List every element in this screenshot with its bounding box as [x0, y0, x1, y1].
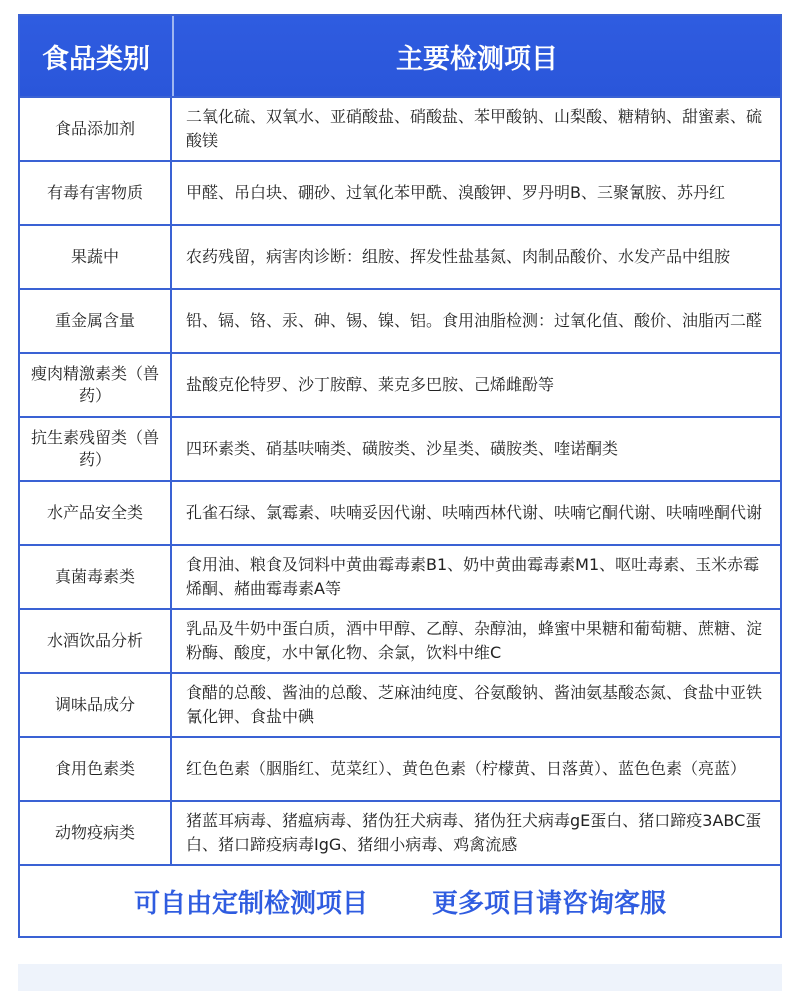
row-items-text: 农药残留，病害肉诊断：组胺、挥发性盐基氮、肉制品酸价、水发产品中组胺: [186, 247, 731, 266]
row-items: [172, 226, 780, 288]
row-items-text: 孔雀石绿、氯霉素、呋喃妥因代谢、呋喃西林代谢、呋喃它酮代谢、呋喃唑酮代谢: [186, 503, 763, 522]
table-row: [20, 480, 780, 544]
row-items: [172, 674, 780, 736]
footer-contact-note: 更多项目请咨询客服: [432, 888, 667, 919]
row-category: 抗生素残留类（兽药）: [20, 418, 172, 480]
table-row: [20, 96, 780, 160]
table-row: [20, 736, 780, 800]
table-footer: [20, 864, 780, 936]
row-items: [172, 738, 780, 800]
row-items-text: 二氧化硫、双氧水、亚硝酸盐、硝酸盐、苯甲酸钠、山梨酸、糖精钠、甜蜜素、硫酸镁: [186, 107, 763, 150]
row-items: [172, 354, 780, 416]
row-items: [172, 418, 780, 480]
row-category: 调味品成分: [20, 674, 172, 736]
row-items: [172, 162, 780, 224]
row-category: 有毒有害物质: [20, 162, 172, 224]
row-items-text: 猪蓝耳病毒、猪瘟病毒、猪伪狂犬病毒、猪伪狂犬病毒gE蛋白、猪口蹄疫3ABC蛋白、猪口蹄疫病毒IgG、猪细小病毒、鸡禽流感: [186, 811, 762, 854]
bottom-background: [18, 964, 782, 991]
row-category: 瘦肉精激素类（兽药）: [20, 354, 172, 416]
table-row: [20, 416, 780, 480]
table-row: [20, 608, 780, 672]
row-category: 重金属含量: [20, 290, 172, 352]
row-items-text: 铅、镉、铬、汞、砷、锡、镍、铝。食用油脂检测：过氧化值、酸价、油脂丙二醛: [186, 311, 763, 330]
row-items: [172, 802, 780, 864]
row-items-text: 甲醛、吊白块、硼砂、过氧化苯甲酰、溴酸钾、罗丹明B、三聚氰胺、苏丹红: [186, 183, 725, 202]
row-items: [172, 610, 780, 672]
footer-custom-note: 可自由定制检测项目: [133, 888, 368, 919]
table-row: [20, 224, 780, 288]
row-items-text: 红色色素（胭脂红、苋菜红）、黄色色素（柠檬黄、日落黄）、蓝色色素（亮蓝）: [186, 759, 747, 778]
table-header: [20, 16, 780, 96]
row-items: [172, 546, 780, 608]
row-items-text: 盐酸克伦特罗、沙丁胺醇、莱克多巴胺、己烯雌酚等: [186, 375, 555, 394]
table-row: [20, 672, 780, 736]
table-row: [20, 544, 780, 608]
detection-items-table: [18, 14, 782, 938]
row-items: [172, 290, 780, 352]
table-row: [20, 160, 780, 224]
row-items-text: 食用油、粮食及饲料中黄曲霉毒素B1、奶中黄曲霉毒素M1、呕吐毒素、玉米赤霉烯酮、赭曲霉毒素A等: [186, 555, 760, 598]
header-items: 主要检测项目: [396, 43, 558, 75]
table-row: [20, 800, 780, 864]
row-category: 食品添加剂: [20, 98, 172, 160]
row-items: [172, 98, 780, 160]
row-category: 真菌毒素类: [20, 546, 172, 608]
row-items-text: 食醋的总酸、酱油的总酸、芝麻油纯度、谷氨酸钠、酱油氨基酸态氮、食盐中亚铁氰化钾、食盐中碘: [186, 683, 763, 726]
header-category: 食品类别: [20, 16, 174, 96]
row-category: 水酒饮品分析: [20, 610, 172, 672]
table-row: [20, 352, 780, 416]
row-category: 食用色素类: [20, 738, 172, 800]
row-items-text: 四环素类、硝基呋喃类、磺胺类、沙星类、磺胺类、喹诺酮类: [186, 439, 619, 458]
row-category: 果蔬中: [20, 226, 172, 288]
row-items: [172, 482, 780, 544]
table-row: [20, 288, 780, 352]
row-items-text: 乳品及牛奶中蛋白质，酒中甲醇、乙醇、杂醇油，蜂蜜中果糖和葡萄糖、蔗糖、淀粉酶、酸度，水中氰化物、余氯，饮料中维C: [186, 619, 763, 662]
row-category: 水产品安全类: [20, 482, 172, 544]
row-category: 动物疫病类: [20, 802, 172, 864]
